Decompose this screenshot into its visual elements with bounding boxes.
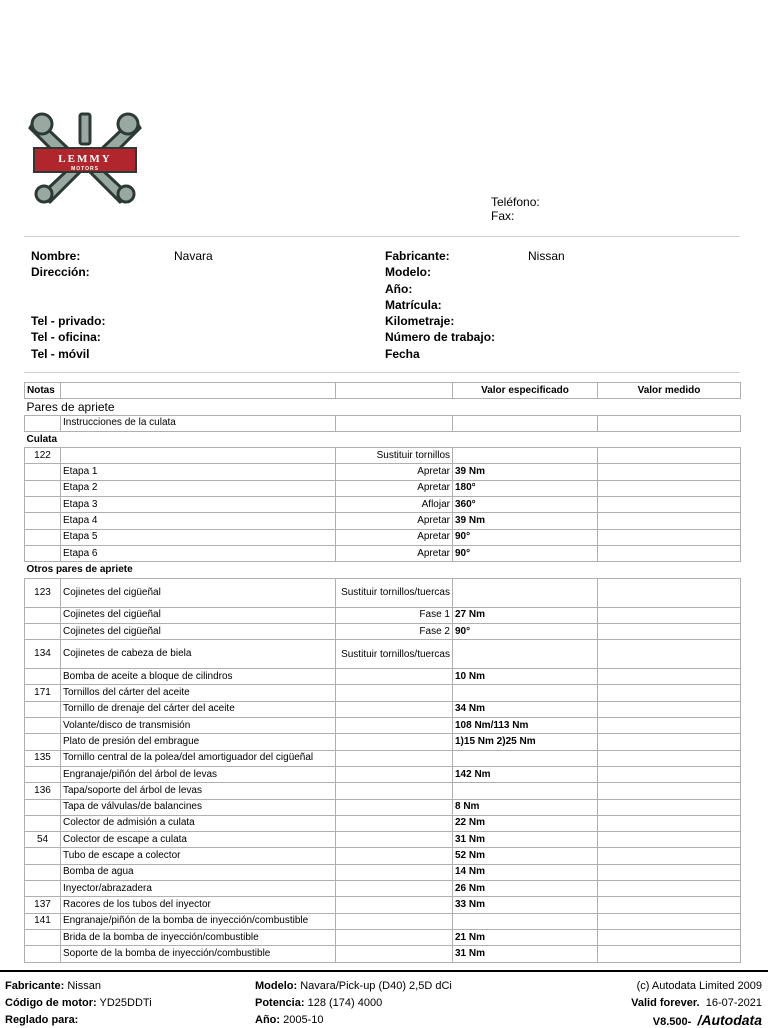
fecha-label: Fecha [385,346,420,361]
row-measured-value [598,897,741,913]
row-measured-value [598,640,741,669]
row-spec-value: 39 Nm [453,513,598,529]
row-number: 137 [25,897,61,913]
table-row [25,799,741,815]
row-measured-value [598,815,741,831]
table-row [25,929,741,945]
row-number [25,480,61,496]
row-measured-value [598,578,741,607]
divider [24,372,740,373]
row-number [25,669,61,685]
row-number [25,946,61,962]
row-spec-value: 1)15 Nm 2)25 Nm [453,734,598,750]
row-number [25,513,61,529]
row-spec-value: 360° [453,497,598,513]
row-spec-value: 90° [453,529,598,545]
row-spec-value: 14 Nm [453,864,598,880]
fabricante-label: Fabricante: [385,249,450,263]
row-description: Etapa 4 [61,513,336,529]
row-description: Etapa 3 [61,497,336,513]
row-description: Etapa 6 [61,545,336,561]
row-number: 134 [25,640,61,669]
footer-version: V8.500- [652,1016,692,1028]
row-number [25,623,61,639]
row-action [336,750,453,766]
footer-ano-value: 2005-10 [283,1014,324,1026]
row-number [25,734,61,750]
row-action: Sustituir tornillos [336,448,453,464]
kilometraje-label: Kilometraje: [385,314,455,329]
row-spec-value: 22 Nm [453,815,598,831]
row-spec-value [453,913,598,929]
table-row [25,881,741,897]
table-row [25,607,741,623]
row-measured-value [598,799,741,815]
tel-oficina-label: Tel - oficina: [31,330,101,345]
row-action [336,669,453,685]
row-number [25,815,61,831]
subsection-row [25,562,741,578]
footer-ano-label: Año: [255,1014,281,1026]
tel-privado-label: Tel - privado: [31,314,106,329]
section-title: Pares de apriete [25,399,741,415]
row-action [336,815,453,831]
row-spec-value: 142 Nm [453,766,598,782]
ano-label: Año: [385,281,413,296]
table-row [25,718,741,734]
row-measured-value [598,913,741,929]
row-description: Cojinetes de cabeza de biela [61,640,336,669]
row-measured-value [598,929,741,945]
table-row [25,864,741,880]
subsection-row [25,431,741,447]
row-description: Volante/disco de transmisión [61,718,336,734]
row-action [336,864,453,880]
table-row [25,623,741,639]
row-measured-value [598,669,741,685]
row-spec-value: 39 Nm [453,464,598,480]
row-description: Tapa/soporte del árbol de levas [61,783,336,799]
row-measured-value [598,766,741,782]
fax-label: Fax: [491,209,515,223]
row-number [25,929,61,945]
row-action [336,929,453,945]
row-description: Engranaje/piñón de la bomba de inyección/combustible [61,913,336,929]
row-spec-value: 8 Nm [453,799,598,815]
row-measured-value [598,529,741,545]
table-row [25,783,741,799]
row-action: Apretar [336,545,453,561]
row-spec-value [453,685,598,701]
row-action: Sustituir tornillos/tuercas [336,578,453,607]
row-spec-value: 31 Nm [453,946,598,962]
table-row [25,513,741,529]
row-number [25,718,61,734]
row-spec-value: 10 Nm [453,669,598,685]
table-row [25,640,741,669]
row-description: Cojinetes del cigüeñal [61,578,336,607]
tel-movil-label: Tel - móvil [31,346,90,361]
row-action: Fase 2 [336,623,453,639]
footer-modelo-label: Modelo: [255,980,298,992]
row-spec-value: 21 Nm [453,929,598,945]
row-measured-value [598,513,741,529]
row-number: 135 [25,750,61,766]
row-number [25,881,61,897]
row-spec-value: 180° [453,480,598,496]
subsection-title: Culata [25,431,741,447]
footer-copyright: (c) Autodata Limited 2009 [636,980,762,992]
row-description: Etapa 1 [61,464,336,480]
footer-fabricante-value: Nissan [67,980,101,992]
table-row [25,669,741,685]
row-number: 136 [25,783,61,799]
row-description: Tornillo central de la polea/del amortiguador del cigüeñal [61,750,336,766]
row-spec-value [453,448,598,464]
matricula-label: Matrícula: [385,297,442,312]
divider [24,236,740,237]
row-measured-value [598,497,741,513]
footer-potencia-value: 128 (174) 4000 [307,997,383,1009]
row-number: 171 [25,685,61,701]
row-spec-value: 108 Nm/113 Nm [453,718,598,734]
table-row [25,685,741,701]
row-action: Apretar [336,464,453,480]
table-row [25,415,741,431]
row-spec-value [453,415,598,431]
row-number [25,799,61,815]
row-description: Colector de admisión a culata [61,815,336,831]
row-action [336,913,453,929]
row-number: 141 [25,913,61,929]
row-measured-value [598,607,741,623]
row-measured-value [598,750,741,766]
row-spec-value: 34 Nm [453,701,598,717]
row-action: Fase 1 [336,607,453,623]
row-spec-value [453,783,598,799]
table-row [25,448,741,464]
row-description: Racores de los tubos del inyector [61,897,336,913]
row-spec-value [453,578,598,607]
row-description: Engranaje/piñón del árbol de levas [61,766,336,782]
row-measured-value [598,623,741,639]
row-number [25,545,61,561]
row-description: Soporte de la bomba de inyección/combustible [61,946,336,962]
row-description: Tubo de escape a colector [61,848,336,864]
header-medido: Valor medido [598,383,741,399]
row-spec-value: 31 Nm [453,832,598,848]
footer-reglado-label: Reglado para: [5,1014,79,1026]
row-action [336,946,453,962]
footer-fabricante-label: Fabricante: [5,980,65,992]
subsection-title: Otros pares de apriete [25,562,741,578]
vehicle-info [385,248,565,362]
header-notas: Notas [25,383,61,399]
row-number: 122 [25,448,61,464]
row-action [336,897,453,913]
row-description: Bomba de aceite a bloque de cilindros [61,669,336,685]
footer-codigo-value: YD25DDTi [99,997,152,1009]
table-row [25,578,741,607]
row-action: Apretar [336,480,453,496]
table-header [25,383,741,399]
row-number [25,607,61,623]
row-description: Cojinetes del cigüeñal [61,623,336,639]
table-row [25,946,741,962]
row-spec-value: 90° [453,623,598,639]
row-action: Sustituir tornillos/tuercas [336,640,453,669]
row-action: Aflojar [336,497,453,513]
row-description: Instrucciones de la culata [61,415,336,431]
contact-block [491,195,540,223]
autodata-brand: /Autodata [697,1012,762,1028]
row-number [25,864,61,880]
row-spec-value [453,640,598,669]
table-row [25,913,741,929]
row-measured-value [598,701,741,717]
table-row [25,545,741,561]
row-action [336,685,453,701]
torque-table [24,382,741,963]
trabajo-label: Número de trabajo: [385,330,496,345]
row-description: Colector de escape a culata [61,832,336,848]
row-action: Apretar [336,529,453,545]
phone-label: Teléfono: [491,195,540,209]
fabricante-value: Nissan [528,249,565,263]
row-action [336,832,453,848]
row-number: 54 [25,832,61,848]
row-action [336,718,453,734]
table-row [25,480,741,496]
footer [0,970,768,1026]
row-action [336,783,453,799]
row-spec-value: 52 Nm [453,848,598,864]
table-row [25,815,741,831]
section-row [25,399,741,415]
row-measured-value [598,415,741,431]
footer-codigo-label: Código de motor: [5,997,97,1009]
lemmy-motors-logo [26,108,144,204]
row-description: Etapa 5 [61,529,336,545]
row-number [25,464,61,480]
row-spec-value: 33 Nm [453,897,598,913]
row-action: Apretar [336,513,453,529]
row-measured-value [598,946,741,962]
row-measured-value [598,480,741,496]
row-measured-value [598,464,741,480]
footer-valid-date: 16-07-2021 [705,997,762,1009]
row-description: Bomba de agua [61,864,336,880]
row-measured-value [598,545,741,561]
nombre-value: Navara [174,249,213,263]
row-spec-value: 27 Nm [453,607,598,623]
row-action [336,848,453,864]
row-action [336,734,453,750]
row-description: Brida de la bomba de inyección/combustible [61,929,336,945]
table-row [25,497,741,513]
table-row [25,464,741,480]
modelo-label: Modelo: [385,265,431,280]
row-measured-value [598,848,741,864]
row-description: Tapa de válvulas/de balancines [61,799,336,815]
row-spec-value: 90° [453,545,598,561]
row-number [25,766,61,782]
row-measured-value [598,832,741,848]
row-measured-value [598,685,741,701]
row-action [336,415,453,431]
row-measured-value [598,881,741,897]
row-number [25,701,61,717]
row-number [25,415,61,431]
row-description: Tornillo de drenaje del cárter del aceite [61,701,336,717]
row-measured-value [598,864,741,880]
row-description: Plato de presión del embrague [61,734,336,750]
row-description: Tornillos del cárter del aceite [61,685,336,701]
row-spec-value [453,750,598,766]
table-row [25,766,741,782]
row-description: Cojinetes del cigüeñal [61,607,336,623]
row-measured-value [598,448,741,464]
table-row [25,734,741,750]
row-number [25,529,61,545]
row-number [25,497,61,513]
row-description [61,448,336,464]
row-action [336,881,453,897]
row-measured-value [598,783,741,799]
svg-text:LEMMY: LEMMY [58,153,112,165]
table-row [25,848,741,864]
table-row [25,529,741,545]
direccion-label: Dirección: [31,265,90,280]
row-measured-value [598,734,741,750]
table-row [25,701,741,717]
row-action [336,799,453,815]
row-number: 123 [25,578,61,607]
footer-potencia-label: Potencia: [255,997,305,1009]
row-description: Etapa 2 [61,480,336,496]
table-row [25,897,741,913]
footer-valid-label: Valid forever. [631,997,700,1009]
table-row [25,832,741,848]
row-action [336,766,453,782]
row-action [336,701,453,717]
row-description: Inyector/abrazadera [61,881,336,897]
row-spec-value: 26 Nm [453,881,598,897]
table-row [25,750,741,766]
row-number [25,848,61,864]
customer-info [31,248,213,362]
footer-modelo-value: Navara/Pick-up (D40) 2,5D dCi [300,980,452,992]
svg-text:MOTORS: MOTORS [71,166,99,172]
row-measured-value [598,718,741,734]
header-spec: Valor especificado [453,383,598,399]
nombre-label: Nombre: [31,249,81,263]
